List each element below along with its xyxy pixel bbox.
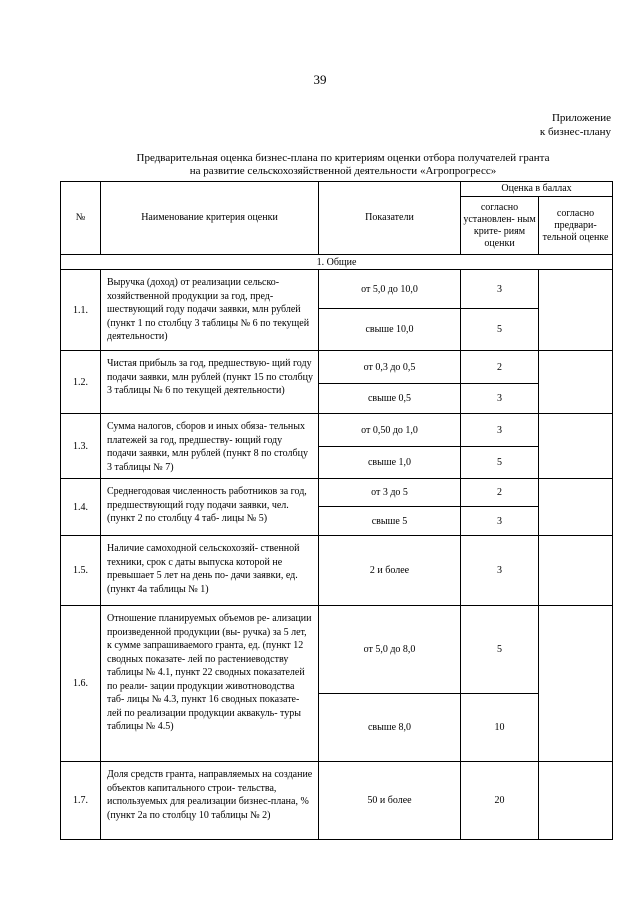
- points-established: 10: [461, 694, 539, 762]
- table-row: [61, 479, 613, 507]
- points-established: 2: [461, 479, 539, 507]
- indicator-value: от 0,50 до 1,0: [319, 414, 461, 447]
- table-row: [61, 762, 613, 840]
- points-preliminary: [539, 479, 613, 536]
- row-number: 1.2.: [61, 351, 101, 414]
- table-row: [61, 351, 613, 384]
- appendix-line-2: к бизнес-плану: [539, 126, 611, 138]
- points-established: 2: [461, 351, 539, 384]
- criterion-name: Сумма налогов, сборов и иных обяза- тельных платежей за год, предшеству- ющий году подачи заявки, млн рублей (пункт 8 по столбцу 3 таблицы № 7): [101, 414, 319, 479]
- points-preliminary: [539, 606, 613, 762]
- criterion-name: Чистая прибыль за год, предшествую- щий году подачи заявки, млн рублей (пункт 15 по столбцу 3 таблицы № 6 по текущей деятельности): [101, 351, 319, 414]
- row-number: 1.7.: [61, 762, 101, 840]
- indicator-value: от 3 до 5: [319, 479, 461, 507]
- criteria-table: [60, 181, 613, 840]
- points-established: 3: [461, 507, 539, 536]
- points-preliminary: [539, 351, 613, 414]
- indicator-value: свыше 5: [319, 507, 461, 536]
- indicator-value: 2 и более: [319, 536, 461, 606]
- header-score-group: Оценка в баллах: [461, 182, 613, 197]
- indicator-value: от 5,0 до 8,0: [319, 606, 461, 694]
- row-number: 1.3.: [61, 414, 101, 479]
- row-number: 1.1.: [61, 270, 101, 351]
- criterion-name: Доля средств гранта, направляемых на создание объектов капитального строи- тельства, используемых для реализации бизнес-плана, % (пункт 2а по столбцу 10 таблицы № 2): [101, 762, 319, 840]
- row-number: 1.6.: [61, 606, 101, 762]
- header-score-preliminary: согласно предвари- тельной оценке: [539, 197, 613, 255]
- points-preliminary: [539, 270, 613, 351]
- points-established: 20: [461, 762, 539, 840]
- header-indicators: Показатели: [319, 182, 461, 255]
- row-number: 1.5.: [61, 536, 101, 606]
- points-preliminary: [539, 762, 613, 840]
- row-number: 1.4.: [61, 479, 101, 536]
- points-established: 3: [461, 270, 539, 309]
- appendix-caption: [540, 111, 611, 139]
- indicator-value: свыше 1,0: [319, 447, 461, 479]
- table-row: [61, 414, 613, 447]
- criterion-name: Среднегодовая численность работников за год, предшествующий году подачи заявки, чел. (пункт 2 по столбцу 4 таб- лицы № 5): [101, 479, 319, 536]
- table-row: [61, 536, 613, 606]
- header-score-established: согласно установлен- ным крите- риям оценки: [461, 197, 539, 255]
- indicator-value: свыше 10,0: [319, 309, 461, 351]
- points-established: 5: [461, 447, 539, 479]
- points-preliminary: [539, 536, 613, 606]
- points-preliminary: [539, 414, 613, 479]
- indicator-value: свыше 0,5: [319, 384, 461, 414]
- points-established: 3: [461, 536, 539, 606]
- document-title-line-1: Предварительная оценка бизнес-плана по критериям оценки отбора получателей гранта: [136, 152, 550, 164]
- points-established: 5: [461, 309, 539, 351]
- points-established: 3: [461, 384, 539, 414]
- points-established: 5: [461, 606, 539, 694]
- page-number: 39: [313, 72, 327, 87]
- criterion-name: Отношение планируемых объемов ре- ализации произведенной продукции (вы- ручка) за 5 лет, к сумме запрашиваемого гранта, ед. (пункт 12 сводных показате- лей по растениеводству таблицы № 4.1, пункт 22 сводных показателей по реали- зации продукции животноводства таб- лицы № 4.3, пункт 16 сводных показате- лей по реализации продукции аквакуль- туры таблицы № 4.5): [101, 606, 319, 762]
- document-title-line-2: на развитие сельскохозяйственной деятельности «Агропрогресс»: [189, 165, 497, 177]
- indicator-value: от 0,3 до 0,5: [319, 351, 461, 384]
- document-title: [60, 152, 626, 178]
- table-row: [61, 270, 613, 309]
- criterion-name: Наличие самоходной сельскохозяй- ственной техники, срок с даты выпуска которой не превышает 5 лет на день по- дачи заявки, ед. (пункт 4а таблицы № 1): [101, 536, 319, 606]
- appendix-line-1: Приложение: [551, 112, 611, 124]
- indicator-value: от 5,0 до 10,0: [319, 270, 461, 309]
- table-row: [61, 606, 613, 694]
- indicator-value: 50 и более: [319, 762, 461, 840]
- points-established: 3: [461, 414, 539, 447]
- section-general: 1. Общие: [61, 255, 613, 270]
- header-num: №: [61, 182, 101, 255]
- header-criterion: Наименование критерия оценки: [101, 182, 319, 255]
- indicator-value: свыше 8,0: [319, 694, 461, 762]
- criterion-name: Выручка (доход) от реализации сельско- хозяйственной продукции за год, пред- шествующий году подачи заявки, млн рублей (пункт 1 по столбцу 3 таблицы № 6 по текущей деятельности): [101, 270, 319, 351]
